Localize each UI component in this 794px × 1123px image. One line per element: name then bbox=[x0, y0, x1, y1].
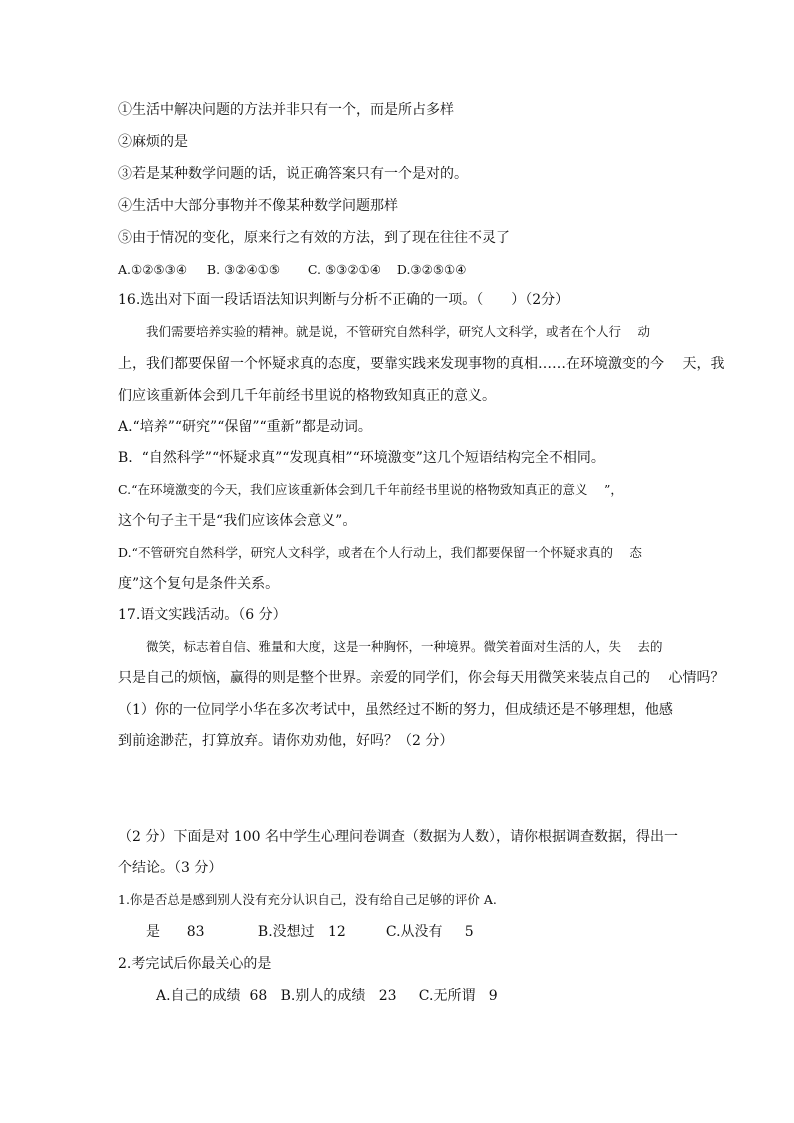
q17-passage-line-2: 只是自己的烦恼，赢得的则是整个世界。亲爱的同学们，你会每天用微笑来装点自己的 心情吗？ bbox=[118, 670, 725, 686]
q16-option-d-cont: 度”这个复句是条件关系。 bbox=[118, 576, 280, 592]
q17-sub1-line-2: 到前途渺茫，打算放弃。请你劝劝他，好吗？（2 分） bbox=[118, 733, 454, 749]
survey-answers-1: 是 83 B.没想过 12 C.从没有 5 bbox=[146, 924, 474, 940]
q16-option-c: C.“在环境激变的今天，我们应该重新体会到几千年前经书里说的格物致知真正的意义 ”， bbox=[118, 482, 623, 497]
q17-stem: 17.语文实践活动。（6 分） bbox=[118, 607, 287, 623]
q15-choices: A.①②⑤③④ B. ③②④①⑤ C. ⑤③②①④ D.③②⑤①④ bbox=[118, 262, 467, 277]
q17-sub1-line-1: （1）你的一位同学小华在多次考试中，虽然经过不断的努力，但成绩还是不够理想，他感 bbox=[118, 702, 673, 718]
survey-answers-2: A.自己的成绩 68 B.别人的成绩 23 C.无所谓 9 bbox=[156, 988, 498, 1004]
q16-option-d: D.“不管研究自然科学，研究人文科学，或者在个人行动上，我们都要保留一个怀疑求真的 态 bbox=[118, 545, 642, 560]
option-item-1: ①生活中解决问题的方法并非只有一个，而是所占多样 bbox=[118, 102, 454, 118]
q17-sub2-line-1: （2 分）下面是对 100 名中学生心理问卷调查（数据为人数），请你根据调查数据，得出一 bbox=[118, 829, 678, 845]
q16-option-a: A.“培养”“研究”“保留”“重新”都是动词。 bbox=[118, 419, 372, 435]
q16-passage-line-3: 们应该重新体会到几千年前经书里说的格物致知真正的意义。 bbox=[118, 388, 496, 404]
q16-option-b: B. “自然科学”“怀疑求真”“发现真相”“环境激变”这几个短语结构完全不相同。 bbox=[118, 450, 605, 466]
option-item-5: ⑤由于情况的变化，原来行之有效的方法，到了现在往往不灵了 bbox=[118, 230, 510, 246]
q16-passage-line-2: 上，我们都要保留一个怀疑求真的态度，要靠实践来发现事物的真相……在环境激变的今 天，我 bbox=[118, 356, 725, 372]
q16-passage-line-1: 我们需要培养实验的精神。就是说，不管研究自然科学，研究人文科学，或者在个人行 动 bbox=[146, 324, 650, 339]
q16-option-c-cont: 这个句子主干是“我们应该体会意义”。 bbox=[118, 513, 357, 529]
survey-question-1: 1.你是否总是感到别人没有充分认识自己，没有给自己足够的评价 A. bbox=[118, 892, 497, 907]
q16-stem: 16.选出对下面一段话语法知识判断与分析不正确的一项。（ ）（2分） bbox=[118, 292, 570, 308]
survey-question-2: 2.考完试后你最关心的是 bbox=[118, 956, 272, 972]
option-item-3: ③若是某种数学问题的话，说正确答案只有一个是对的。 bbox=[118, 166, 468, 182]
option-item-4: ④生活中大部分事物并不像某种数学问题那样 bbox=[118, 198, 398, 214]
q17-passage-line-1: 微笑，标志着自信、雅量和大度，这是一种胸怀，一种境界。微笑着面对生活的人，失 去的 bbox=[146, 639, 663, 654]
q17-sub2-line-2: 个结论。（3 分） bbox=[118, 860, 223, 876]
option-item-2: ②麻烦的是 bbox=[118, 134, 188, 150]
